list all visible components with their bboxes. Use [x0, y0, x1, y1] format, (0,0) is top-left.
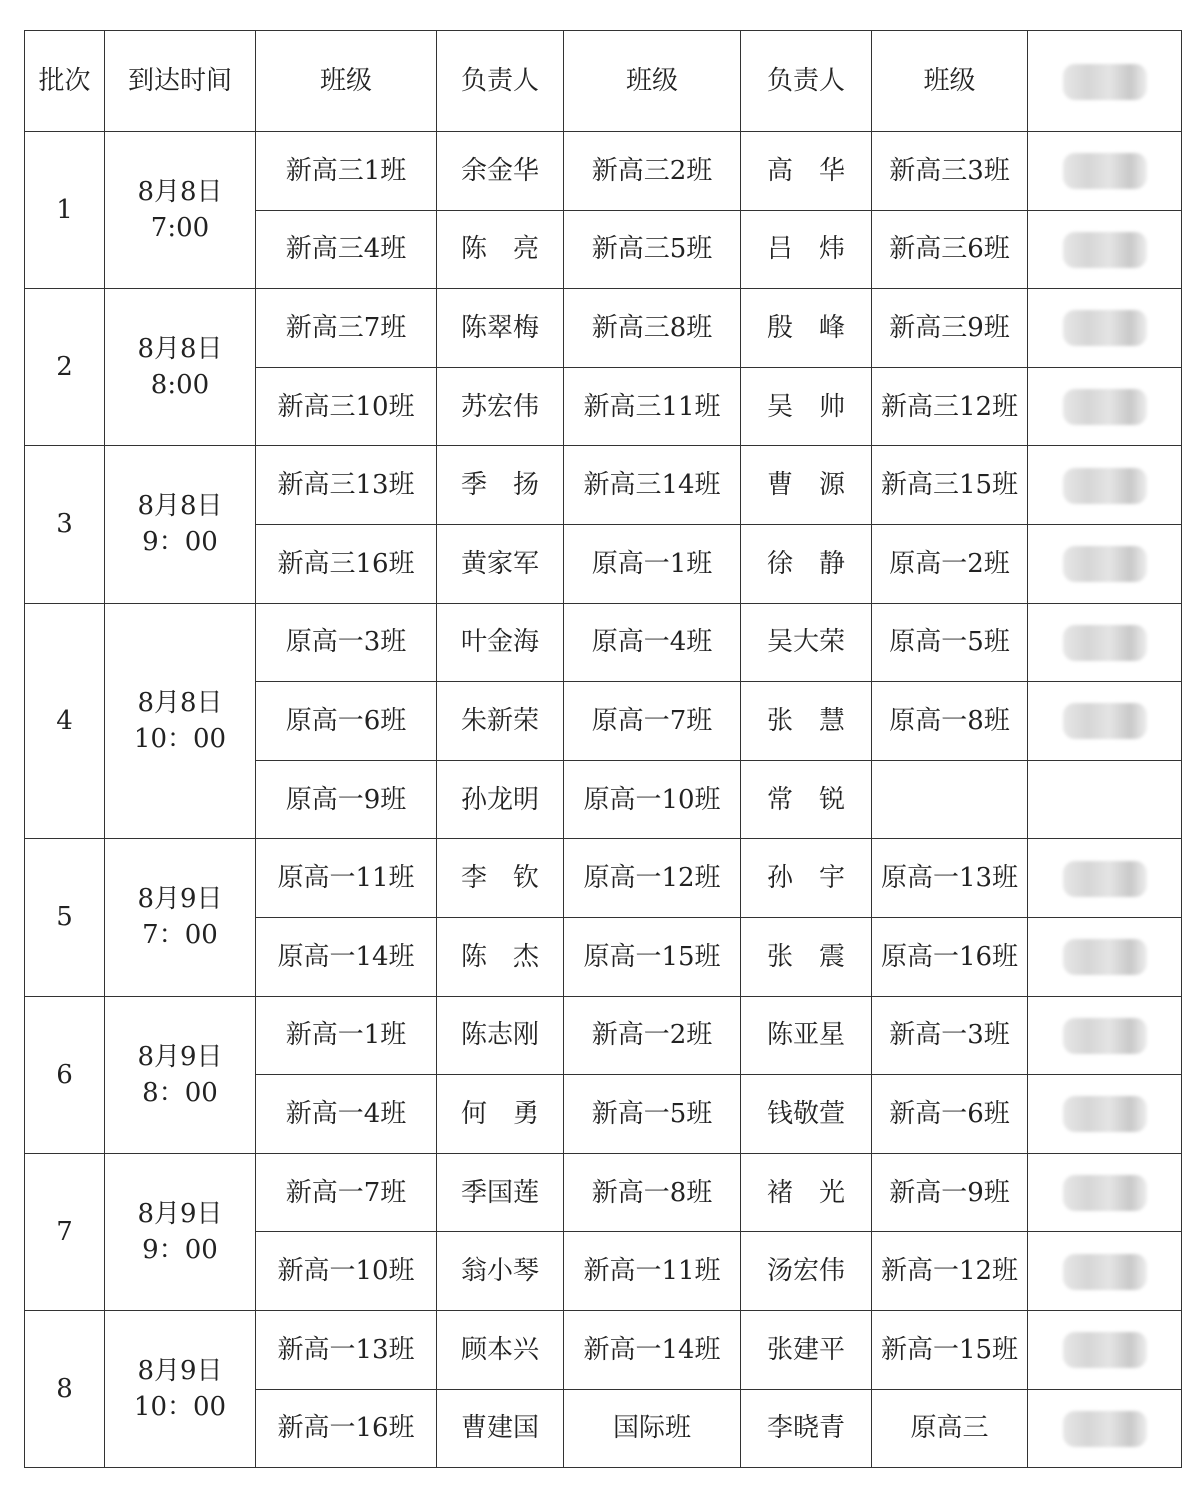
arrival-time: [105, 603, 256, 839]
table-row: [25, 132, 1182, 211]
obscured-text: [1063, 1411, 1147, 1447]
arrival-date: 8月8日: [137, 334, 223, 365]
person-cell: 陈翠梅: [437, 289, 564, 368]
class-cell: 原高一7班: [564, 682, 741, 761]
obscured-text: [1063, 861, 1147, 897]
obscured-text: [1063, 153, 1147, 189]
header-class: 班级: [872, 31, 1028, 132]
table-row: [25, 1310, 1182, 1389]
class-cell: 原高一4班: [564, 603, 741, 682]
obscured-cell: [1028, 210, 1182, 289]
obscured-text: [1063, 625, 1147, 661]
person-cell: 张建平: [741, 1310, 872, 1389]
table-row: [25, 446, 1182, 525]
batch-number: 5: [25, 839, 105, 996]
obscured-text: [1063, 468, 1147, 504]
obscured-text: [1063, 310, 1147, 346]
header-row: [25, 31, 1182, 132]
arrival-clock: 10：00: [133, 1392, 227, 1422]
arrival-clock: 8:00: [150, 370, 210, 401]
header-class: 班级: [256, 31, 437, 132]
table-row: [25, 289, 1182, 368]
person-cell: 季 扬: [437, 446, 564, 525]
obscured-text: [1063, 1096, 1147, 1132]
arrival-clock: 7：00: [142, 920, 218, 951]
class-cell: 新高三3班: [872, 132, 1028, 211]
obscured-text: [1063, 939, 1147, 975]
obscured-text: [1063, 1018, 1147, 1054]
class-cell: 原高一10班: [564, 760, 741, 839]
class-cell: 原高一11班: [256, 839, 437, 918]
class-cell: 原高一6班: [256, 682, 437, 761]
arrival-time: [105, 446, 256, 603]
obscured-cell: [1028, 682, 1182, 761]
obscured-cell: [1028, 1310, 1182, 1389]
class-cell: 原高一15班: [564, 917, 741, 996]
class-cell: 新高三14班: [564, 446, 741, 525]
class-cell: 新高三5班: [564, 210, 741, 289]
person-cell: 钱敬萱: [741, 1075, 872, 1154]
class-cell: 新高一13班: [256, 1310, 437, 1389]
arrival-time: [105, 289, 256, 446]
obscured-text: [1063, 389, 1147, 425]
table-row: [25, 839, 1182, 918]
person-cell: 汤宏伟: [741, 1232, 872, 1311]
class-cell: 新高三9班: [872, 289, 1028, 368]
arrival-date: 8月9日: [137, 1198, 223, 1229]
class-cell: 原高一14班: [256, 917, 437, 996]
class-cell: 新高一16班: [256, 1389, 437, 1468]
person-cell: 褚 光: [741, 1153, 872, 1232]
person-cell: 张 震: [741, 917, 872, 996]
arrival-date: 8月9日: [137, 1356, 223, 1386]
person-cell: 苏宏伟: [437, 367, 564, 446]
person-cell: 吴 帅: [741, 367, 872, 446]
person-cell: 殷 峰: [741, 289, 872, 368]
person-cell: 陈亚星: [741, 996, 872, 1075]
class-cell: 新高一3班: [872, 996, 1028, 1075]
arrival-time: [105, 1310, 256, 1467]
class-cell: 新高一15班: [872, 1310, 1028, 1389]
obscured-cell: [1028, 760, 1182, 839]
class-cell: 新高一8班: [564, 1153, 741, 1232]
obscured-text: [1063, 546, 1147, 582]
class-cell: 新高三7班: [256, 289, 437, 368]
schedule-body: [25, 132, 1182, 1468]
class-cell: 新高一6班: [872, 1075, 1028, 1154]
person-cell: 叶金海: [437, 603, 564, 682]
batch-number: 2: [25, 289, 105, 446]
obscured-cell: [1028, 917, 1182, 996]
class-cell: 新高三1班: [256, 132, 437, 211]
header-arrival-time: 到达时间: [105, 31, 256, 132]
batch-number: 4: [25, 603, 105, 839]
class-cell: 新高一14班: [564, 1310, 741, 1389]
person-cell: 曹 源: [741, 446, 872, 525]
class-cell: 新高三12班: [872, 367, 1028, 446]
arrival-time: [105, 132, 256, 289]
arrival-date: 8月8日: [137, 687, 223, 718]
class-cell: 新高一9班: [872, 1153, 1028, 1232]
obscured-cell: [1028, 132, 1182, 211]
arrival-clock: 7:00: [150, 213, 210, 244]
class-cell: 新高三13班: [256, 446, 437, 525]
obscured-cell: [1028, 1232, 1182, 1311]
class-cell: 新高三6班: [872, 210, 1028, 289]
class-cell: 新高一10班: [256, 1232, 437, 1311]
person-cell: 吴大荣: [741, 603, 872, 682]
person-cell: 徐 静: [741, 524, 872, 603]
obscured-text: [1063, 232, 1147, 268]
arrival-date: 8月9日: [137, 1041, 223, 1072]
person-cell: 吕 炜: [741, 210, 872, 289]
obscured-cell: [1028, 996, 1182, 1075]
obscured-cell: [1028, 839, 1182, 918]
person-cell: 何 勇: [437, 1075, 564, 1154]
arrival-clock: 8：00: [142, 1077, 218, 1108]
class-cell: 新高一2班: [564, 996, 741, 1075]
table-row: [25, 996, 1182, 1075]
class-cell: [872, 760, 1028, 839]
arrival-time: [105, 996, 256, 1153]
class-cell: 新高三15班: [872, 446, 1028, 525]
person-cell: 顾本兴: [437, 1310, 564, 1389]
person-cell: 孙龙明: [437, 760, 564, 839]
class-cell: 新高三8班: [564, 289, 741, 368]
obscured-cell: [1028, 524, 1182, 603]
batch-number: 1: [25, 132, 105, 289]
person-cell: 高 华: [741, 132, 872, 211]
class-cell: 原高三: [872, 1389, 1028, 1468]
class-cell: 原高一8班: [872, 682, 1028, 761]
person-cell: 陈志刚: [437, 996, 564, 1075]
person-cell: 季国莲: [437, 1153, 564, 1232]
obscured-cell: [1028, 1075, 1182, 1154]
class-cell: 新高一12班: [872, 1232, 1028, 1311]
class-cell: 新高三16班: [256, 524, 437, 603]
header-obscured-cell: [1028, 31, 1182, 132]
batch-number: 3: [25, 446, 105, 603]
class-cell: 新高一5班: [564, 1075, 741, 1154]
obscured-cell: [1028, 1389, 1182, 1468]
batch-number: 6: [25, 996, 105, 1153]
arrival-schedule-table: [24, 30, 1182, 1468]
header-class: 班级: [564, 31, 741, 132]
arrival-time: [105, 839, 256, 996]
header-person-in-charge: 负责人: [741, 31, 872, 132]
obscured-text: [1063, 1175, 1147, 1211]
arrival-date: 8月8日: [137, 177, 223, 208]
class-cell: 原高一5班: [872, 603, 1028, 682]
arrival-clock: 9：00: [142, 527, 218, 558]
arrival-clock: 9：00: [142, 1234, 218, 1265]
person-cell: 李 钦: [437, 839, 564, 918]
person-cell: 黄家军: [437, 524, 564, 603]
class-cell: 国际班: [564, 1389, 741, 1468]
obscured-cell: [1028, 367, 1182, 446]
obscured-header-text: [1063, 64, 1147, 100]
class-cell: 原高一2班: [872, 524, 1028, 603]
arrival-date: 8月8日: [137, 491, 223, 522]
obscured-text: [1063, 703, 1147, 739]
person-cell: 李晓青: [741, 1389, 872, 1468]
arrival-clock: 10：00: [133, 723, 227, 754]
table-row: [25, 1153, 1182, 1232]
class-cell: 新高一7班: [256, 1153, 437, 1232]
class-cell: 原高一9班: [256, 760, 437, 839]
person-cell: 余金华: [437, 132, 564, 211]
person-cell: 曹建国: [437, 1389, 564, 1468]
arrival-date: 8月9日: [137, 884, 223, 915]
person-cell: 翁小琴: [437, 1232, 564, 1311]
class-cell: 原高一1班: [564, 524, 741, 603]
class-cell: 新高一4班: [256, 1075, 437, 1154]
class-cell: 新高三4班: [256, 210, 437, 289]
obscured-cell: [1028, 446, 1182, 525]
class-cell: 新高三2班: [564, 132, 741, 211]
class-cell: 原高一3班: [256, 603, 437, 682]
batch-number: 8: [25, 1310, 105, 1467]
header-batch: 批次: [25, 31, 105, 132]
person-cell: 陈 亮: [437, 210, 564, 289]
class-cell: 原高一12班: [564, 839, 741, 918]
class-cell: 原高一16班: [872, 917, 1028, 996]
header-person-in-charge: 负责人: [437, 31, 564, 132]
arrival-time: [105, 1153, 256, 1310]
class-cell: 新高一11班: [564, 1232, 741, 1311]
class-cell: 新高三10班: [256, 367, 437, 446]
person-cell: 常 锐: [741, 760, 872, 839]
class-cell: 新高三11班: [564, 367, 741, 446]
class-cell: 原高一13班: [872, 839, 1028, 918]
batch-number: 7: [25, 1153, 105, 1310]
person-cell: 陈 杰: [437, 917, 564, 996]
obscured-cell: [1028, 1153, 1182, 1232]
person-cell: 孙 宇: [741, 839, 872, 918]
person-cell: 朱新荣: [437, 682, 564, 761]
obscured-cell: [1028, 603, 1182, 682]
person-cell: 张 慧: [741, 682, 872, 761]
obscured-cell: [1028, 289, 1182, 368]
table-row: [25, 603, 1182, 682]
obscured-text: [1063, 1332, 1147, 1368]
class-cell: 新高一1班: [256, 996, 437, 1075]
obscured-text: [1063, 1254, 1147, 1290]
